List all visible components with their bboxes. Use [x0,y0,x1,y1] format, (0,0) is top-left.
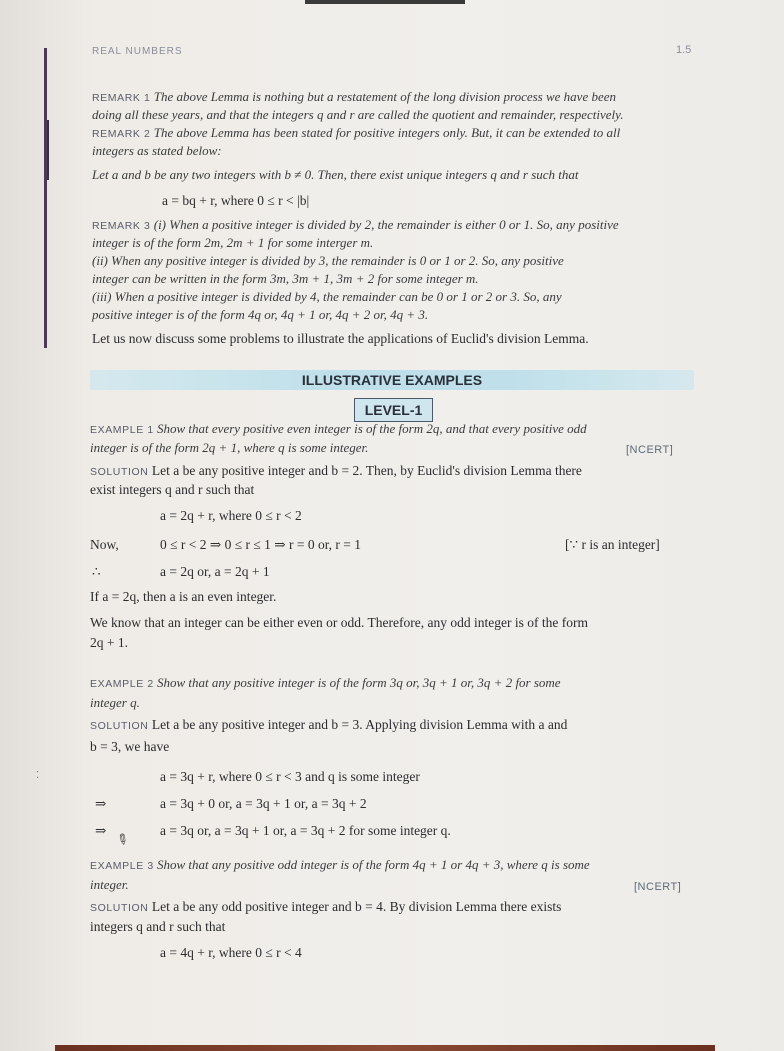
example1-source: [NCERT] [626,444,674,456]
section-title: ILLUSTRATIVE EXAMPLES [301,372,483,388]
example3-question-line2: integer. [90,877,129,892]
remark2-line1: REMARK 2 The above Lemma has been stated for positive integers only. But, it can be extended to all [92,125,621,140]
remark1-line1: REMARK 1 The above Lemma is nothing but a restatement of the long division process we have been [92,89,617,104]
extended-lemma-equation: a = bq + r, where 0 ≤ r < |b| [162,193,310,208]
example1-question-line2: integer is of the form 2q + 1, where q is some integer. [90,440,369,455]
example2-question-line1: EXAMPLE 2 Show that any positive integer is of the form 3q or, 3q + 1 or, 3q + 2 for some [90,675,561,690]
example1-question-line1: EXAMPLE 1 Show that every positive even integer is of the form 2q, and that every positive odd [90,421,587,436]
example2-question-line2: integer q. [90,695,140,710]
margin-dots: ⁚ [36,770,40,781]
example2-solution-label: SOLUTION [90,720,149,732]
remark3-i-line2: integer is of the form 2m, 2m + 1 for some interger m. [92,235,374,250]
example3-eq1: a = 4q + r, where 0 ≤ r < 4 [160,945,302,960]
remark3-iii-line2: positive integer is of the form 4q or, 4q + 1 or, 4q + 2 or, 4q + 3. [92,307,429,322]
example3-solution-line2: integers q and r such that [90,919,226,934]
example1-know-line2: 2q + 1. [90,635,128,650]
binding-mark [44,48,47,348]
level-box: LEVEL-1 [354,398,433,422]
therefore-symbol: ∴ [92,564,101,579]
example2-solution-line1: SOLUTION Let a be any positive integer and b = 3. Applying division Lemma with a and [90,717,568,732]
page-number: 1.5 [676,44,692,56]
example3-label: EXAMPLE 3 [90,860,154,872]
example1-label: EXAMPLE 1 [90,424,154,436]
remark3-ii-line2: integer can be written in the form 3m, 3m + 1, 3m + 2 for some integer m. [92,271,479,286]
example3-solution-label: SOLUTION [90,902,149,914]
top-edge-strip [305,0,465,4]
example2-eq1: a = 3q + r, where 0 ≤ r < 3 and q is some integer [160,769,420,784]
remark3-i-line1: REMARK 3 (i) When a positive integer is divided by 2, the remainder is either 0 or 1. So, any positive [92,217,619,232]
example2-eq3: a = 3q or, a = 3q + 1 or, a = 3q + 2 for some integer q. [160,823,451,838]
example1-eq1: a = 2q + r, where 0 ≤ r < 2 [160,508,302,523]
remark2-label: REMARK 2 [92,128,151,140]
remark3-label: REMARK 3 [92,220,151,232]
example1-solution-line1: SOLUTION Let a be any positive integer and b = 2. Then, by Euclid's division Lemma there [90,463,582,478]
example1-if-line: If a = 2q, then a is an even integer. [90,589,277,604]
illustrative-examples-band [90,370,694,390]
remark1-label: REMARK 1 [92,92,151,104]
example2-label: EXAMPLE 2 [90,678,154,690]
example1-solution-label: SOLUTION [90,466,149,478]
example1-eq2: 0 ≤ r < 2 ⇒ 0 ≤ r ≤ 1 ⇒ r = 0 or, r = 1 [160,537,362,552]
remark3-iii-line1: (iii) When a positive integer is divided by 4, the remainder can be 0 or 1 or 2 or 3. So, any [92,289,562,304]
example1-now-label: Now, [90,537,119,552]
binding-mark-2 [47,120,49,180]
pencil-mark-icon: ✎ [112,830,131,851]
intro-text: Let us now discuss some problems to illustrate the applications of Euclid's division Lemma. [92,331,589,346]
running-title: REAL NUMBERS [92,46,183,57]
remark3-ii-line1: (ii) When any positive integer is divided by 3, the remainder is 0 or 1 or 2. So, any positive [92,253,564,268]
example3-source: [NCERT] [634,881,682,893]
example1-know-line1: We know that an integer can be either even or odd. Therefore, any odd integer is of the form [90,615,588,630]
remark2-line2: integers as stated below: [92,143,222,158]
extended-lemma-statement: Let a and b be any two integers with b ≠ 0. Then, there exist unique integers q and r such that [92,167,579,182]
example2-solution-line2: b = 3, we have [90,739,170,754]
example1-eq2-note: [∵ r is an integer] [565,537,660,552]
example2-eq2: a = 3q + 0 or, a = 3q + 1 or, a = 3q + 2 [160,796,367,811]
implies-arrow-2: ⇒ [95,823,107,838]
implies-arrow-1: ⇒ [95,796,107,811]
example1-eq3: a = 2q or, a = 2q + 1 [160,564,270,579]
example1-solution-line2: exist integers q and r such that [90,482,255,497]
example3-question-line1: EXAMPLE 3 Show that any positive odd integer is of the form 4q + 1 or 4q + 3, where q is some [90,857,590,872]
bottom-edge-strip [55,1045,715,1051]
remark1-line2: doing all these years, and that the integers q and r are called the quotient and remainder, respectively. [92,107,624,122]
example3-solution-line1: SOLUTION Let a be any odd positive integer and b = 4. By division Lemma there exists [90,899,562,914]
